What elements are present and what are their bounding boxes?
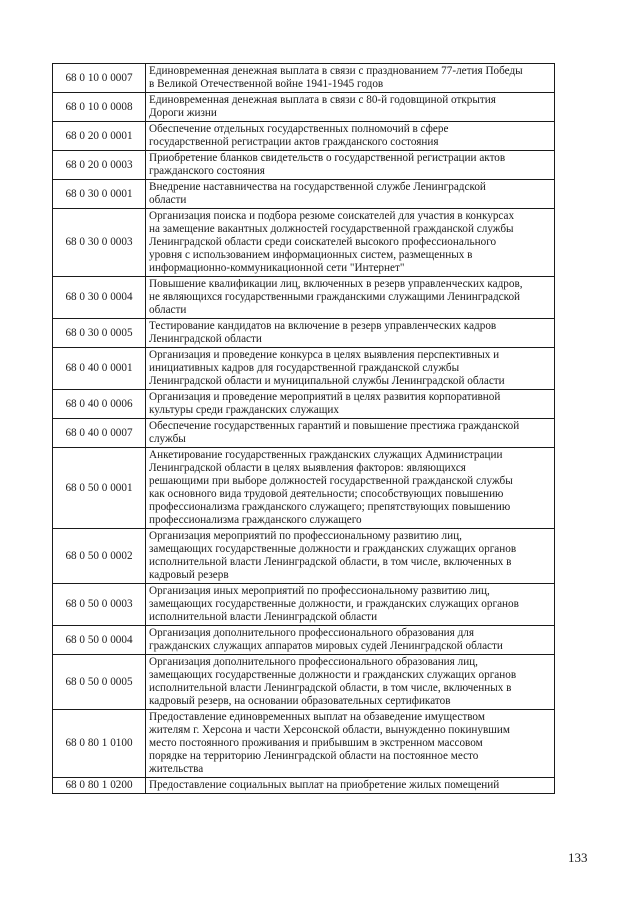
description-line: исполнительной власти Ленинградской области: [149, 611, 378, 623]
description-line: информационно-коммуникационной сети "Интернет": [149, 262, 405, 274]
description-line: профессионализма гражданского служащего; препятствующих повышению: [149, 501, 511, 513]
description-line: Единовременная денежная выплата в связи с празднованием 77-летия Победы: [149, 65, 523, 77]
table-row: [53, 209, 555, 277]
row-code: 68 0 50 0 0001: [53, 448, 146, 529]
table-row: [53, 151, 555, 180]
description-line: Дороги жизни: [149, 107, 217, 119]
row-description: [146, 390, 555, 419]
table-row: [53, 419, 555, 448]
table-row: [53, 319, 555, 348]
description-line: Приобретение бланков свидетельств о государственной регистрации актов: [149, 152, 506, 164]
description-line: Ленинградской области и муниципальной службы Ленинградской области: [149, 375, 505, 387]
row-code: 68 0 10 0 0007: [53, 64, 146, 93]
row-description: [146, 209, 555, 277]
description-line: Организация иных мероприятий по профессиональному развитию лиц,: [149, 585, 490, 597]
table-row: [53, 180, 555, 209]
row-code: 68 0 20 0 0001: [53, 122, 146, 151]
row-description: [146, 655, 555, 710]
description-line: замещающих государственные должности и гражданских служащих органов: [149, 543, 517, 555]
description-line: области: [149, 194, 187, 206]
row-code: 68 0 50 0 0003: [53, 584, 146, 626]
description-line: Предоставление социальных выплат на приобретение жилых помещений: [149, 779, 500, 791]
description-line: Ленинградской области в целях выявления факторов: являющихся: [149, 462, 466, 474]
table-row: [53, 584, 555, 626]
table-row: [53, 448, 555, 529]
table-row: [53, 778, 555, 794]
table-row: [53, 529, 555, 584]
description-line: Анкетирование государственных гражданских служащих Администрации: [149, 449, 503, 461]
description-line: жительства: [149, 763, 204, 775]
description-line: жителям г. Херсона и части Херсонской области, вынужденно покинувшим: [149, 724, 510, 736]
row-code: 68 0 50 0 0004: [53, 626, 146, 655]
table-row: [53, 277, 555, 319]
description-line: государственной регистрации актов гражданского состояния: [149, 136, 439, 148]
row-code: 68 0 50 0 0005: [53, 655, 146, 710]
description-line: замещающих государственные должности и гражданских служащих органов: [149, 669, 517, 681]
row-description: [146, 151, 555, 180]
row-description: [146, 277, 555, 319]
description-line: Организация дополнительного профессионального образования для: [149, 627, 475, 639]
description-line: Повышение квалификации лиц, включенных в резерв управленческих кадров,: [149, 278, 523, 290]
row-description: [146, 529, 555, 584]
description-line: Ленинградской области: [149, 333, 262, 345]
row-description: [146, 64, 555, 93]
row-code: 68 0 80 1 0100: [53, 710, 146, 778]
budget-code-table: [52, 63, 555, 794]
description-line: Обеспечение государственных гарантий и повышение престижа гражданской: [149, 420, 520, 432]
description-line: области: [149, 304, 187, 316]
description-line: Организация поиска и подбора резюме соискателей для участия в конкурсах: [149, 210, 515, 222]
description-line: гражданского состояния: [149, 165, 265, 177]
description-line: на замещение вакантных должностей государственной гражданской службы: [149, 223, 514, 235]
description-line: место постоянного проживания и прибывшим в экстренном массовом: [149, 737, 483, 749]
description-line: Единовременная денежная выплата в связи с 80-й годовщиной открытия: [149, 94, 496, 106]
page-number: 133: [568, 850, 588, 865]
description-line: порядке на территорию Ленинградской области на постоянное место: [149, 750, 479, 762]
description-line: исполнительной власти Ленинградской области, в том числе, включенных в: [149, 682, 512, 694]
row-code: 68 0 30 0 0003: [53, 209, 146, 277]
description-line: профессионализма гражданского служащего: [149, 514, 362, 526]
description-line: культуры среди гражданских служащих: [149, 404, 339, 416]
description-line: Обеспечение отдельных государственных полномочий в сфере: [149, 123, 449, 135]
row-description: [146, 93, 555, 122]
row-code: 68 0 10 0 0008: [53, 93, 146, 122]
row-code: 68 0 80 1 0200: [53, 778, 146, 794]
table-row: [53, 710, 555, 778]
row-description: [146, 319, 555, 348]
row-description: [146, 778, 555, 794]
description-line: как основного вида трудовой деятельности; способствующих повышению: [149, 488, 504, 500]
description-line: службы: [149, 433, 186, 445]
description-line: Внедрение наставничества на государственной службе Ленинградской: [149, 181, 486, 193]
row-code: 68 0 40 0 0006: [53, 390, 146, 419]
table-row: [53, 64, 555, 93]
description-line: уровня с использованием информационных систем, размещенных в: [149, 249, 473, 261]
description-line: Предоставление единовременных выплат на обзаведение имуществом: [149, 711, 485, 723]
description-line: Организация и проведение конкурса в целях выявления перспективных и: [149, 349, 500, 361]
row-description: [146, 584, 555, 626]
description-line: Организация дополнительного профессионального образования лиц,: [149, 656, 478, 668]
row-description: [146, 626, 555, 655]
description-line: кадровый резерв: [149, 569, 229, 581]
description-line: гражданских служащих аппаратов мировых судей Ленинградской области: [149, 640, 503, 652]
table-row: [53, 93, 555, 122]
row-description: [146, 348, 555, 390]
table-row: [53, 655, 555, 710]
row-description: [146, 419, 555, 448]
description-line: замещающих государственные должности, и гражданских служащих органов: [149, 598, 519, 610]
row-description: [146, 180, 555, 209]
description-line: Ленинградской области среди соискателей высокого профессионального: [149, 236, 497, 248]
table-row: [53, 122, 555, 151]
row-code: 68 0 40 0 0001: [53, 348, 146, 390]
row-code: 68 0 40 0 0007: [53, 419, 146, 448]
description-line: исполнительной власти Ленинградской области, в том числе, включенных в: [149, 556, 512, 568]
row-description: [146, 448, 555, 529]
description-line: Организация мероприятий по профессиональному развитию лиц,: [149, 530, 462, 542]
row-code: 68 0 30 0 0004: [53, 277, 146, 319]
row-code: 68 0 50 0 0002: [53, 529, 146, 584]
row-code: 68 0 30 0 0005: [53, 319, 146, 348]
table-row: [53, 348, 555, 390]
row-description: [146, 710, 555, 778]
description-line: в Великой Отечественной войне 1941-1945 годов: [149, 78, 384, 90]
description-line: кадровый резерв, на основании образовательных сертификатов: [149, 695, 451, 707]
row-description: [146, 122, 555, 151]
table-row: [53, 626, 555, 655]
description-line: инициативных кадров для государственной гражданской службы: [149, 362, 460, 374]
table-body: [53, 64, 555, 794]
description-line: не являющихся государственными гражданскими служащими Ленинградской: [149, 291, 521, 303]
row-code: 68 0 20 0 0003: [53, 151, 146, 180]
description-line: Тестирование кандидатов на включение в резерв управленческих кадров: [149, 320, 497, 332]
description-line: решающими при выборе должностей государственной гражданской службы: [149, 475, 513, 487]
table-row: [53, 390, 555, 419]
row-code: 68 0 30 0 0001: [53, 180, 146, 209]
description-line: Организация и проведение мероприятий в целях развития корпоративной: [149, 391, 501, 403]
